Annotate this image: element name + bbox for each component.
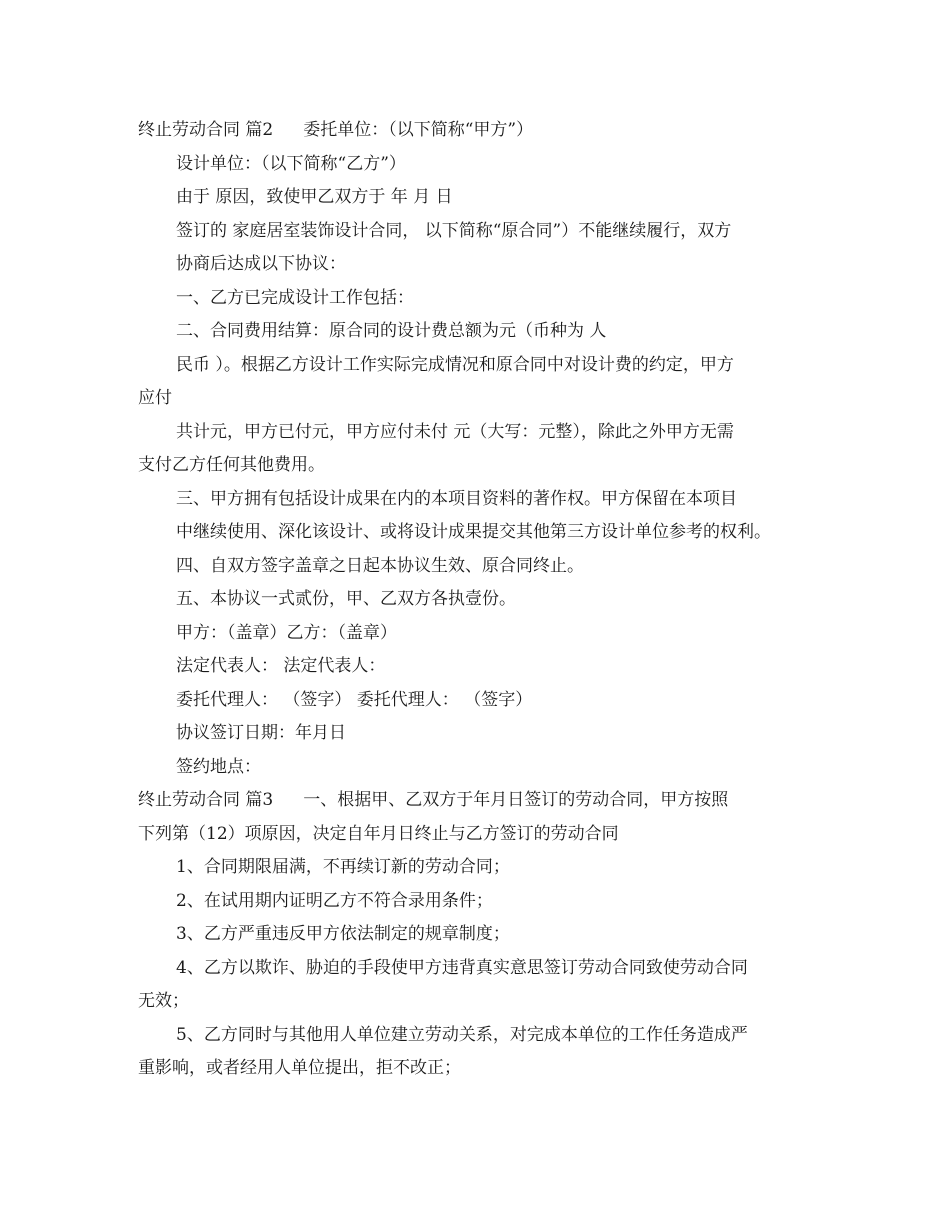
- paragraph-line: 五、本协议一式贰份，甲、乙双方各执壹份。: [176, 589, 516, 609]
- list-item-continuation: 无效；: [138, 991, 189, 1011]
- list-item: 4、乙方以欺诈、胁迫的手段使甲方违背真实意思签订劳动合同致使劳动合同: [176, 957, 748, 978]
- paragraph-line: 由于 原因，致使甲乙双方于 年 月 日: [176, 187, 453, 207]
- list-item: 3、乙方严重违反甲方依法制定的规章制度；: [176, 924, 510, 944]
- signature-line: 委托代理人： （签字） 委托代理人： （签字）: [176, 689, 533, 710]
- paragraph-line: 中继续使用、深化该设计、或将设计成果提交其他第三方设计单位参考的权利。: [176, 522, 771, 542]
- list-item: 1、合同期限届满，不再续订新的劳动合同；: [176, 857, 510, 877]
- heading-continuation: 一、根据甲、乙双方于年月日签订的劳动合同，甲方按照: [303, 790, 729, 810]
- list-item: 2、在试用期内证明乙方不符合录用条件；: [176, 890, 493, 911]
- paragraph-line: 共计元，甲方已付元，甲方应付未付 元（大写：元整），除此之外甲方无需: [176, 421, 734, 442]
- document-body: [138, 114, 813, 1086]
- paragraph-line: 签订的 家庭居室装饰设计合同， 以下简称“原合同”）不能继续履行，双方: [176, 220, 732, 241]
- signature-line: 甲方：（盖章）乙方：（盖章）: [176, 622, 397, 643]
- paragraph-line: 支付乙方任何其他费用。: [138, 455, 325, 475]
- section-heading-2: [138, 114, 813, 148]
- list-item-continuation: 重影响，或者经用人单位提出，拒不改正；: [138, 1058, 461, 1078]
- list-item: 5、乙方同时与其他用人单位建立劳动关系，对完成本单位的工作任务造成严: [176, 1024, 748, 1045]
- signature-line: 协议签订日期：年月日: [176, 723, 346, 743]
- heading-text: 终止劳动合同 篇3: [138, 790, 274, 810]
- paragraph-line: 一、乙方已完成设计工作包括：: [176, 287, 414, 308]
- signature-line: 签约地点：: [176, 756, 261, 777]
- paragraph-line: 协商后达成以下协议：: [176, 254, 346, 274]
- paragraph-line: 四、自双方签字盖章之日起本协议生效、原合同终止。: [176, 555, 584, 576]
- section-heading-3: [138, 784, 813, 818]
- paragraph-line: 应付: [138, 388, 172, 408]
- signature-line: 法定代表人： 法定代表人：: [176, 656, 386, 676]
- heading-text: 终止劳动合同 篇2: [138, 120, 274, 140]
- paragraph-line: 下列第（12）项原因，决定自年月日终止与乙方签订的劳动合同: [138, 823, 619, 844]
- paragraph-line: 设计单位：（以下简称“乙方”）: [176, 153, 406, 174]
- paragraph-line: 三、甲方拥有包括设计成果在内的本项目资料的著作权。甲方保留在本项目: [176, 488, 737, 509]
- paragraph-line: 二、合同费用结算：原合同的设计费总额为元（币种为 人: [176, 321, 607, 341]
- heading-continuation: 委托单位：（以下简称“甲方”）: [303, 120, 534, 140]
- paragraph-line: 民币 ）。根据乙方设计工作实际完成情况和原合同中对设计费的约定，甲方: [176, 354, 734, 375]
